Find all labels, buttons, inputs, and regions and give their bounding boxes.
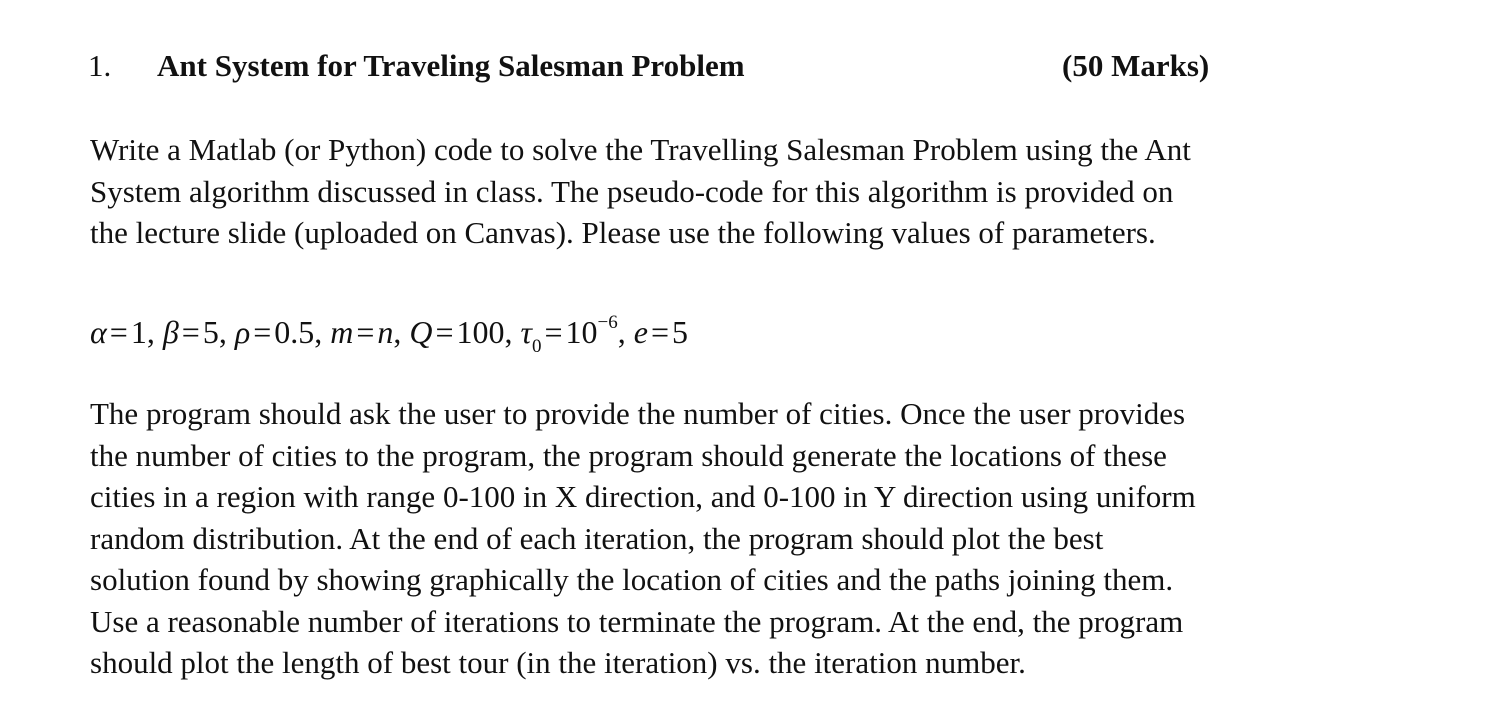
- paragraph-line: should plot the length of best tour (in the iteration) vs. the iteration number.: [90, 645, 1026, 680]
- alpha-symbol: α: [90, 314, 107, 350]
- paragraph-line: The program should ask the user to provide the number of cities. Once the user provides: [90, 396, 1186, 431]
- e-value: 5: [672, 314, 689, 350]
- question-title: Ant System for Traveling Salesman Problem: [157, 48, 745, 83]
- q-symbol: Q: [409, 314, 433, 350]
- paragraph-line: solution found by showing graphically the location of cities and the paths joining them.: [90, 562, 1174, 597]
- question-heading: [0, 44, 1486, 88]
- m-value: n: [377, 314, 394, 350]
- tau-exponent: −6: [597, 312, 618, 333]
- tau-base: 10: [565, 314, 598, 350]
- tau-subscript: 0: [532, 336, 542, 357]
- paragraph-line: cities in a region with range 0-100 in X direction, and 0-100 in Y direction using uniform: [90, 479, 1196, 514]
- requirements-paragraph: [90, 393, 1420, 684]
- rho-value: 0.5: [274, 314, 315, 350]
- instructions-paragraph: [90, 129, 1420, 254]
- alpha-value: 1: [130, 314, 147, 350]
- paragraph-line: System algorithm discussed in class. The pseudo-code for this algorithm is provided on: [90, 173, 1174, 209]
- parameter-formula: α=1, β=5, ρ=0.5, m=n, Q=100, $\tau_0=10^{-6}$, e=5: [90, 312, 689, 357]
- question-marks: (50 Marks): [1062, 48, 1210, 83]
- question-number: 1.: [88, 48, 112, 83]
- paragraph-line: the number of cities to the program, the program should generate the locations of these: [90, 437, 1167, 473]
- paragraph-line: Write a Matlab (or Python) code to solve the Travelling Salesman Problem using the Ant: [90, 132, 1191, 167]
- tau-symbol: τ: [520, 314, 532, 350]
- paragraph-line: the lecture slide (uploaded on Canvas). Please use the following values of parameters.: [90, 215, 1156, 250]
- q-value: 100: [456, 314, 505, 350]
- paragraph-line: random distribution. At the end of each iteration, the program should plot the best: [90, 520, 1104, 556]
- beta-value: 5: [202, 314, 219, 350]
- paragraph-line: Use a reasonable number of iterations to terminate the program. At the end, the program: [90, 603, 1184, 639]
- rho-symbol: ρ: [234, 314, 251, 350]
- beta-symbol: β: [162, 314, 179, 350]
- e-symbol: e: [633, 314, 648, 350]
- m-symbol: m: [330, 314, 354, 350]
